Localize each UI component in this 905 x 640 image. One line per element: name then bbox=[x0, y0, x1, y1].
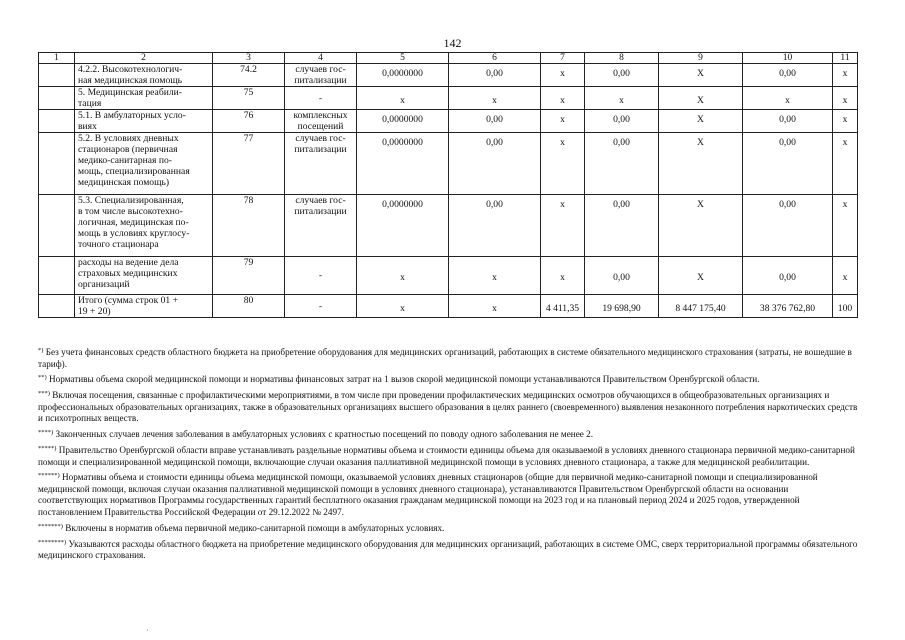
footnote-text: Правительство Оренбургской области вправе устанавливать раздельные нормативы объема и стоимости единицы объема для оказываемой в условиях дневного стационара первичной медико-санитарной помощи и специализированной медицинской помощи, включающие случаи оказания паллиативной медицинской помощи в условиях дневного стационара, а также для медицинской реабилитации. bbox=[38, 444, 855, 467]
table-cell-empty bbox=[39, 133, 75, 195]
header-cell: 6 bbox=[449, 53, 541, 64]
table-cell-unit: - bbox=[285, 87, 357, 110]
table-cell-code: 77 bbox=[213, 133, 285, 195]
table-cell-c6: 0,00 bbox=[449, 64, 541, 87]
table-cell-code: 80 bbox=[213, 295, 285, 318]
table-cell-c5: 0,0000000 bbox=[357, 64, 449, 87]
footnote-text: Нормативы объема скорой медицинской помощи и нормативы финансовых затрат на 1 вызов скорой медицинской помощи устанавливаются Правительством Оренбургской области. bbox=[46, 374, 760, 385]
table-cell-unit: комплексных посещений bbox=[285, 110, 357, 133]
header-cell: 11 bbox=[833, 53, 858, 64]
table-cell-name: 4.2.2. Высокотехнологич- ная медицинская помощь bbox=[75, 64, 213, 87]
table-row bbox=[39, 87, 858, 110]
table-cell-empty bbox=[39, 64, 75, 87]
table-cell-name: 5. Медицинская реабили- тация bbox=[75, 87, 213, 110]
table-cell-name: 5.2. В условиях дневных стационаров (первичная медико-санитарная по- мощь, специализированная медицинская помощь) bbox=[75, 133, 213, 195]
header-cell: 3 bbox=[213, 53, 285, 64]
table-cell-c10: 0,00 bbox=[743, 64, 833, 87]
table-cell-c8: 0,00 bbox=[585, 195, 659, 257]
footnote bbox=[38, 345, 858, 370]
table-cell-c10: 0,00 bbox=[743, 195, 833, 257]
table-row bbox=[39, 257, 858, 295]
footnote-mark: ***) bbox=[38, 390, 50, 398]
table-cell-code: 79 bbox=[213, 257, 285, 295]
table-cell-name: 5.3. Специализированная, в том числе высокотехно- логичная, медицинская по- мощь в условиях круглосу- точного стационара bbox=[75, 195, 213, 257]
table-cell-unit: случаев гос- питализации bbox=[285, 195, 357, 257]
table-cell-c8: 0,00 bbox=[585, 257, 659, 295]
table-cell-name: Итого (сумма строк 01 + 19 + 20) bbox=[75, 295, 213, 318]
table-cell-c6: x bbox=[449, 87, 541, 110]
footnote bbox=[38, 470, 858, 518]
table-cell-name: 5.1. В амбулаторных усло- виях bbox=[75, 110, 213, 133]
footnote bbox=[38, 443, 858, 468]
table-cell-name: расходы на ведение дела страховых медицинских организаций bbox=[75, 257, 213, 295]
table-cell-c8: 0,00 bbox=[585, 64, 659, 87]
table-cell-c7: x bbox=[541, 195, 585, 257]
table-cell-c9: 8 447 175,40 bbox=[659, 295, 743, 318]
footnote-text: Указываются расходы областного бюджета на приобретение медицинского оборудования для медицинских организаций, работающих в системе ОМС, сверх территориальной программы обязательного медицинского страхования. bbox=[38, 538, 858, 561]
table-cell-c10: x bbox=[743, 87, 833, 110]
footnote bbox=[38, 537, 858, 562]
table-cell-c11: x bbox=[833, 87, 858, 110]
table-row bbox=[39, 195, 858, 257]
footnote-mark: *****) bbox=[38, 444, 57, 452]
table-cell-c5: x bbox=[357, 87, 449, 110]
scan-mark: · bbox=[146, 626, 149, 635]
table-cell-code: 78 bbox=[213, 195, 285, 257]
table-cell-c5: 0,0000000 bbox=[357, 195, 449, 257]
table-cell-unit: случаев гос- питализации bbox=[285, 64, 357, 87]
footnote-mark: ******) bbox=[38, 472, 60, 480]
table-cell-c9: X bbox=[659, 195, 743, 257]
table-cell-code: 74.2 bbox=[213, 64, 285, 87]
table-cell-c11: x bbox=[833, 257, 858, 295]
table-cell-empty bbox=[39, 295, 75, 318]
table-cell-c5: 0,0000000 bbox=[357, 133, 449, 195]
footnote-text: Включая посещения, связанные с профилактическими мероприятиями, в том числе при проведении профилактических медицинских осмотров обучающихся в общеобразовательных организациях и профессиональных образовательных организациях, также в образовательных организациях высшего образования в целях раннего (своевременного) выявления незаконного потребления наркотических средств и психотропных веществ. bbox=[38, 390, 858, 424]
table-cell-c6: x bbox=[449, 257, 541, 295]
norms-table bbox=[38, 52, 858, 318]
footnote bbox=[38, 388, 858, 425]
table-cell-c9: X bbox=[659, 64, 743, 87]
table-row bbox=[39, 110, 858, 133]
footnote bbox=[38, 372, 858, 386]
table-cell-c10: 0,00 bbox=[743, 110, 833, 133]
header-cell: 10 bbox=[743, 53, 833, 64]
table-cell-unit: - bbox=[285, 257, 357, 295]
footnotes bbox=[38, 345, 858, 564]
table-cell-c5: 0,0000000 bbox=[357, 110, 449, 133]
table-cell-empty bbox=[39, 110, 75, 133]
table-cell-c6: 0,00 bbox=[449, 195, 541, 257]
table-row bbox=[39, 295, 858, 318]
table-cell-c7: x bbox=[541, 257, 585, 295]
table-cell-c7: x bbox=[541, 110, 585, 133]
header-cell: 9 bbox=[659, 53, 743, 64]
table-cell-c5: x bbox=[357, 257, 449, 295]
table-cell-c10: 38 376 762,80 bbox=[743, 295, 833, 318]
table-cell-c6: 0,00 bbox=[449, 110, 541, 133]
table-cell-c7: x bbox=[541, 87, 585, 110]
table-cell-c9: X bbox=[659, 87, 743, 110]
footnote bbox=[38, 427, 858, 441]
table-cell-c8: 19 698,90 bbox=[585, 295, 659, 318]
table-body bbox=[39, 64, 858, 318]
table-cell-c9: X bbox=[659, 257, 743, 295]
footnote-mark: *******) bbox=[38, 522, 63, 530]
footnote-mark: ****) bbox=[38, 429, 54, 437]
table-cell-c11: x bbox=[833, 133, 858, 195]
footnote bbox=[38, 521, 858, 535]
header-cell: 4 bbox=[285, 53, 357, 64]
table-row bbox=[39, 64, 858, 87]
table-cell-empty bbox=[39, 257, 75, 295]
table-cell-c8: x bbox=[585, 87, 659, 110]
footnote-mark: *) bbox=[38, 347, 44, 354]
table-cell-c6: 0,00 bbox=[449, 133, 541, 195]
table-cell-c10: 0,00 bbox=[743, 257, 833, 295]
table-cell-c11: x bbox=[833, 195, 858, 257]
page-number: 142 bbox=[443, 36, 462, 50]
header-row bbox=[39, 53, 858, 64]
table-cell-c11: x bbox=[833, 110, 858, 133]
table-cell-unit: случаев гос- питализации bbox=[285, 133, 357, 195]
header-cell: 1 bbox=[39, 53, 75, 64]
table-cell-c11: x bbox=[833, 64, 858, 87]
table-cell-c8: 0,00 bbox=[585, 133, 659, 195]
table-cell-c7: x bbox=[541, 64, 585, 87]
table-cell-c11: 100 bbox=[833, 295, 858, 318]
table-cell-code: 75 bbox=[213, 87, 285, 110]
footnote-text: Без учета финансовых средств областного бюджета на приобретение оборудования для медицинских организаций, работающих в системе обязательного медицинского страхования (затраты, не вошедшие в тариф). bbox=[38, 347, 852, 369]
footnote-text: Включены в норматив объема первичной медико-санитарной помощи в амбулаторных условиях. bbox=[62, 522, 445, 533]
table-cell-c9: X bbox=[659, 110, 743, 133]
table-cell-empty bbox=[39, 87, 75, 110]
footnote-mark: ********) bbox=[38, 538, 67, 546]
table-cell-c8: 0,00 bbox=[585, 110, 659, 133]
table-cell-c9: X bbox=[659, 133, 743, 195]
header-cell: 7 bbox=[541, 53, 585, 64]
header-cell: 5 bbox=[357, 53, 449, 64]
header-cell: 8 bbox=[585, 53, 659, 64]
table-cell-c7: x bbox=[541, 133, 585, 195]
table-cell-c7: 4 411,35 bbox=[541, 295, 585, 318]
table-cell-c6: x bbox=[449, 295, 541, 318]
table-cell-code: 76 bbox=[213, 110, 285, 133]
table-cell-empty bbox=[39, 195, 75, 257]
table-row bbox=[39, 133, 858, 195]
table-cell-unit: - bbox=[285, 295, 357, 318]
table-cell-c5: x bbox=[357, 295, 449, 318]
table-cell-c10: 0,00 bbox=[743, 133, 833, 195]
header-cell: 2 bbox=[75, 53, 213, 64]
footnote-text: Законченных случаев лечения заболевания в амбулаторных условиях с кратностью посещений по поводу одного заболевания не менее 2. bbox=[53, 429, 594, 440]
footnote-mark: **) bbox=[38, 374, 47, 382]
footnote-text: Нормативы объема и стоимости единицы объема медицинской помощи, оказываемой условиях дневных стационаров (общие для первичной медико-санитарной помощи и специализированной медицинской помощи, включая случаи оказания паллиативной медицинской помощи в условиях дневного стационара), устанавливаются Правительством Оренбургской области на основании соответствующих нормативов Программы государственных гарантий бесплатного оказания гражданам медицинской помощи на 2023 год и на плановый период 2024 и 2025 годов, утвержденной постановлением Правительства Российской Федерации от 29.12.2022 № 2497. bbox=[38, 472, 818, 518]
